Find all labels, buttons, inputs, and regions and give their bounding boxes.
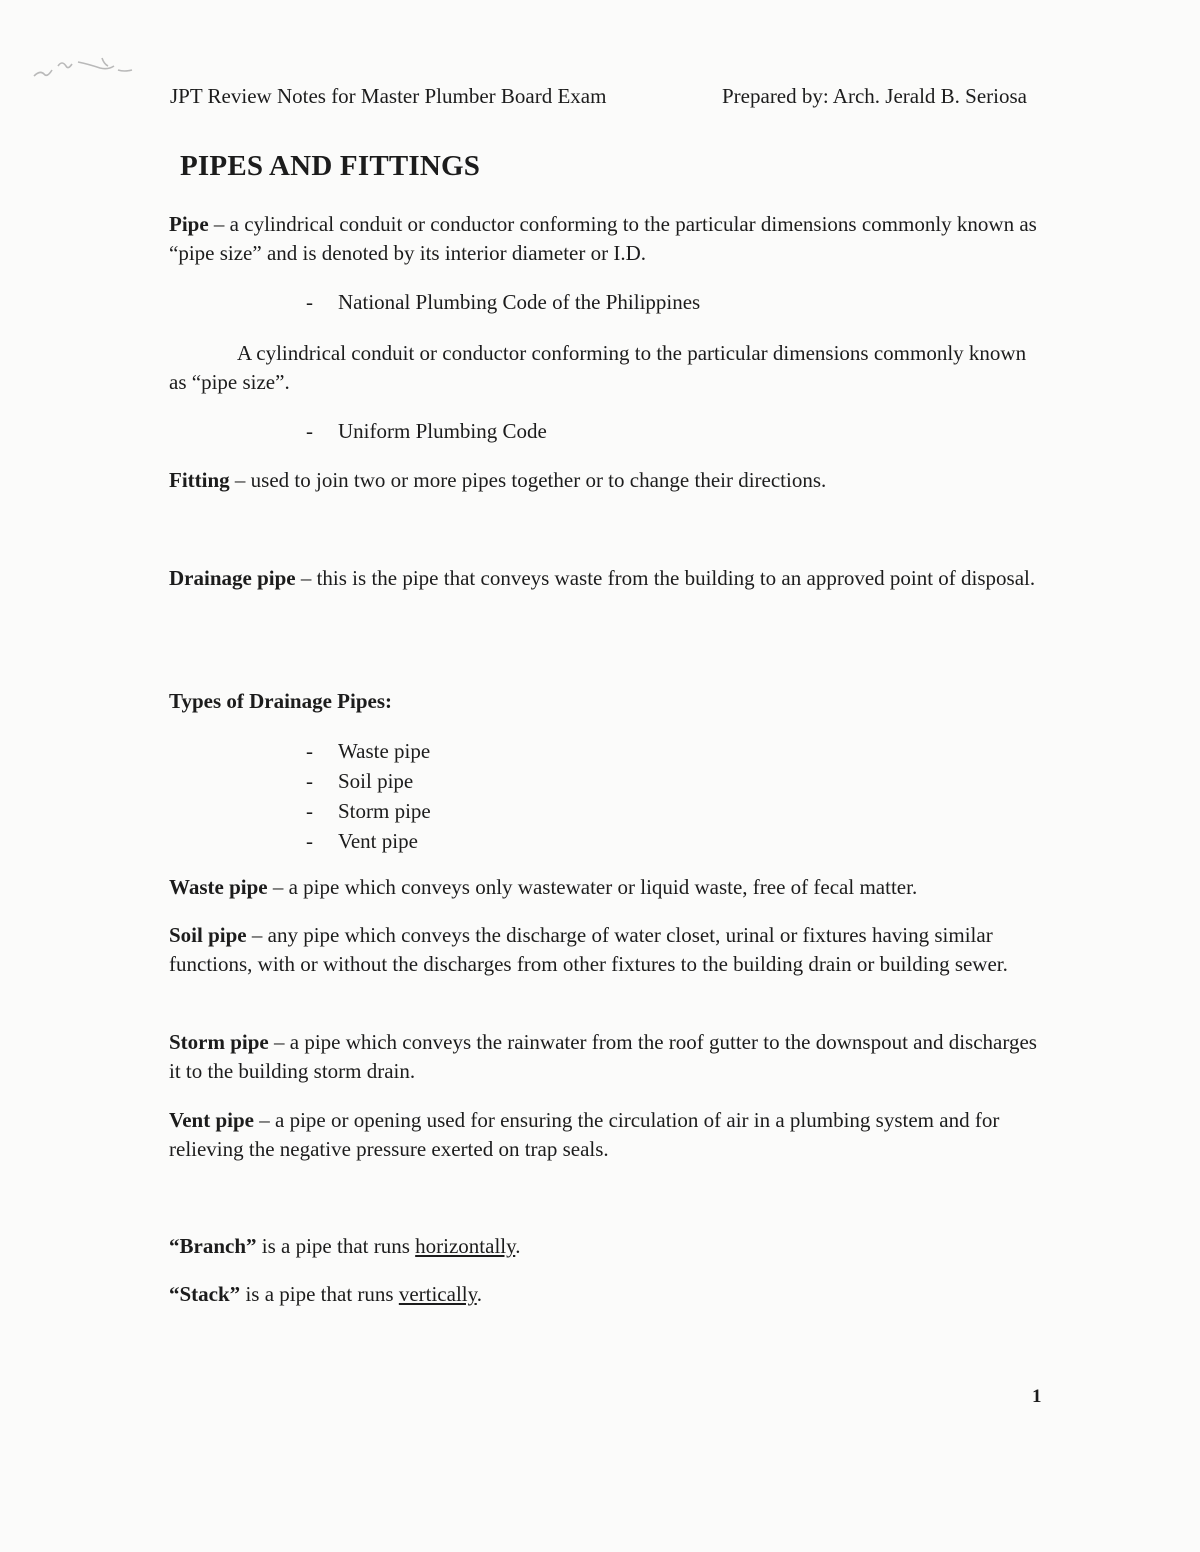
list-item-label: Vent pipe — [338, 829, 418, 853]
branch-note — [169, 1232, 1039, 1261]
waste-pipe-term: Waste pipe — [169, 875, 268, 899]
stack-note — [169, 1280, 1039, 1309]
list-item — [306, 826, 431, 856]
pipe-term: Pipe — [169, 212, 209, 236]
pipe-alt-definition: A cylindrical conduit or conductor conforming to the particular dimensions commonly known as “pipe size”. — [169, 341, 1027, 394]
list-dash: - — [306, 769, 313, 793]
storm-pipe-definition-text: – a pipe which conveys the rainwater from the roof gutter to the downspout and discharges it to the building storm drain. — [169, 1030, 1037, 1083]
fitting-term: Fitting — [169, 468, 230, 492]
list-dash: - — [306, 290, 313, 314]
list-item-label: Storm pipe — [338, 799, 431, 823]
storm-pipe-definition — [169, 1028, 1039, 1086]
header-author: Prepared by: Arch. Jerald B. Seriosa — [722, 84, 1028, 108]
waste-pipe-definition — [169, 873, 1039, 902]
drainage-types-list — [306, 736, 431, 856]
types-heading: Types of Drainage Pipes: — [169, 689, 393, 713]
list-item — [306, 766, 431, 796]
pipe-definition-text: – a cylindrical conduit or conductor conforming to the particular dimensions commonly known as “pipe size” and is denoted by its interior diameter or I.D. — [169, 212, 1037, 265]
drainage-term: Drainage pipe — [169, 566, 296, 590]
fitting-definition-text: – used to join two or more pipes together or to change their directions. — [229, 468, 827, 492]
header-course-title: JPT Review Notes for Master Plumber Board Exam — [170, 84, 607, 108]
list-item-label: Waste pipe — [338, 739, 431, 763]
branch-emphasis: horizontally — [415, 1234, 516, 1258]
stack-term: “Stack” — [169, 1282, 241, 1306]
page-number: 1 — [1032, 1386, 1042, 1407]
list-dash: - — [306, 739, 313, 763]
list-item — [306, 796, 431, 826]
list-dash: - — [306, 799, 313, 823]
page-title: PIPES AND FITTINGS — [180, 150, 481, 182]
drainage-definition-text: – this is the pipe that conveys waste from the building to an approved point of disposal. — [295, 566, 1036, 590]
pipe-alt-source-text: Uniform Plumbing Code — [338, 419, 547, 443]
waste-pipe-definition-text: – a pipe which conveys only wastewater or liquid waste, free of fecal matter. — [267, 875, 918, 899]
drainage-definition — [169, 564, 1039, 593]
stack-text: is a pipe that runs — [240, 1282, 399, 1306]
pipe-definition — [169, 210, 1039, 268]
soil-pipe-definition — [169, 921, 1039, 979]
vent-pipe-definition — [169, 1106, 1039, 1164]
pipe-source-text: National Plumbing Code of the Philippines — [338, 290, 701, 314]
soil-pipe-definition-text: – any pipe which conveys the discharge of water closet, urinal or fixtures having similar functions, with or without the discharges from other fixtures to the building drain or building sewer. — [169, 923, 1008, 976]
vent-pipe-definition-text: – a pipe or opening used for ensuring the circulation of air in a plumbing system and for relieving the negative pressure exerted on trap seals. — [169, 1108, 1000, 1161]
branch-text: is a pipe that runs — [256, 1234, 416, 1258]
vent-pipe-term: Vent pipe — [169, 1108, 254, 1132]
list-item — [306, 736, 431, 766]
branch-end: . — [515, 1234, 521, 1258]
list-item-label: Soil pipe — [338, 769, 414, 793]
storm-pipe-term: Storm pipe — [169, 1030, 269, 1054]
stack-end: . — [476, 1282, 483, 1306]
handwritten-mark — [28, 48, 138, 88]
fitting-definition — [169, 466, 1039, 495]
branch-term: “Branch” — [169, 1234, 257, 1258]
list-dash: - — [306, 419, 313, 443]
stack-emphasis: vertically — [398, 1282, 477, 1306]
pipe-source — [306, 290, 700, 315]
pipe-alt-source — [306, 419, 547, 444]
soil-pipe-term: Soil pipe — [169, 923, 247, 947]
list-dash: - — [306, 829, 313, 853]
